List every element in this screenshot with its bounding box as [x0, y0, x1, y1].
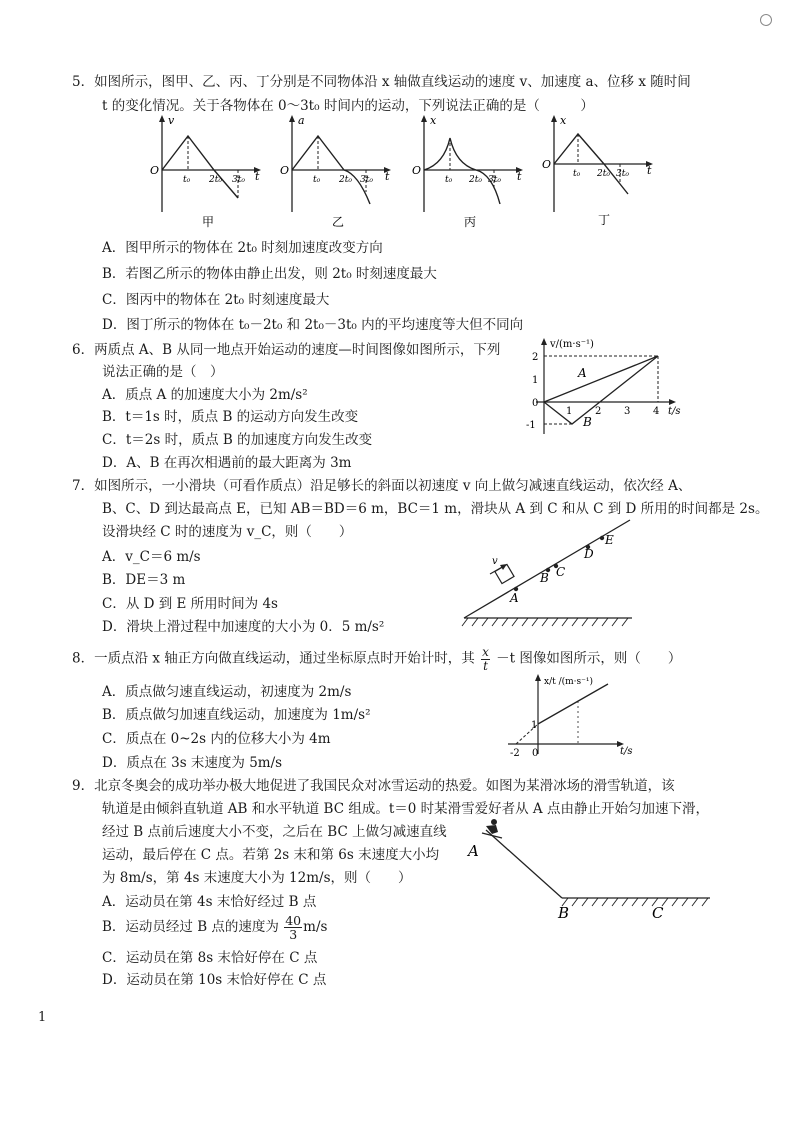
q9-option-b-fraction: $\frac{40}{3}$	[285, 913, 302, 943]
svg-text:2: 2	[595, 406, 602, 417]
svg-text:t: t	[255, 170, 260, 183]
q8-ylabel: x/t /(m·s⁻¹)	[544, 677, 594, 687]
q9-ski-track	[462, 816, 722, 926]
graph-yi	[280, 114, 391, 229]
q5-option-d: D．图丁所示的物体在 t₀－2t₀ 和 2t₀－3t₀ 内的平均速度等大但不同向	[102, 317, 524, 333]
q7-option-c: C．从 D 到 E 所用时间为 4s	[102, 596, 278, 612]
svg-text:C: C	[652, 904, 664, 922]
q9-stem-line1: 9．北京冬奥会的成功举办极大地促进了我国民众对冰雪运动的热爱。如图为某滑冰场的滑雪轨道，该	[72, 778, 675, 794]
svg-text:O: O	[280, 164, 290, 177]
svg-text:A: A	[510, 591, 519, 605]
svg-text:2t₀: 2t₀	[339, 175, 352, 185]
svg-text:0: 0	[532, 398, 539, 409]
svg-text:O: O	[542, 158, 552, 171]
svg-text:t₀: t₀	[573, 169, 581, 179]
svg-text:3t₀: 3t₀	[616, 169, 629, 179]
svg-text:-2: -2	[510, 748, 520, 759]
q7-velocity-label: v	[492, 556, 498, 567]
skier-icon	[482, 819, 502, 838]
svg-text:O: O	[150, 164, 160, 177]
graph-jia-caption: 甲	[202, 215, 215, 229]
graph-ding-ylabel: x	[560, 114, 567, 127]
svg-text:1: 1	[532, 375, 539, 386]
q9-stem-line3: 经过 B 点前后速度大小不变，之后在 BC 上做匀减速直线	[102, 824, 447, 840]
svg-text:t₀: t₀	[183, 175, 191, 185]
q7-stem-line3: 设滑块经 C 时的速度为 v_C，则（ ）	[102, 524, 353, 540]
graph-jia	[150, 114, 261, 229]
page-number: 1	[38, 1010, 47, 1025]
svg-text:B: B	[558, 904, 570, 922]
graph-yi-ylabel: a	[298, 114, 305, 127]
q7-stem-line1: 7．如图所示，一小滑块（可看作质点）沿足够长的斜面以初速度 v 向上做匀减速直线运动，依次经 A、	[72, 478, 692, 494]
q9-option-c: C．运动员在第 8s 末恰好停在 C 点	[102, 950, 318, 966]
q6-label-a: A	[578, 366, 587, 380]
q8-xlabel: t/s	[620, 746, 633, 757]
q7-stem-line2: B、C、D 到达最高点 E，已知 AB＝BD＝6 m，BC＝1 m，滑块从 A 到 C 和从 C 到 D 所用的时间都是 2s。	[102, 501, 769, 517]
q7-slope-diagram	[460, 514, 640, 630]
graph-yi-caption: 乙	[332, 215, 345, 229]
graph-bing-ylabel: x	[430, 114, 437, 127]
svg-text:t₀: t₀	[445, 175, 453, 185]
q5-option-b: B．若图乙所示的物体由静止出发，则 2t₀ 时刻速度最大	[102, 266, 437, 282]
q6-stem-line2: 说法正确的是（ ）	[102, 364, 224, 380]
scan-mark	[760, 14, 772, 26]
q8-xt-graph	[500, 670, 650, 766]
q6-xlabel: t/s	[668, 406, 681, 417]
q8-option-b: B．质点做匀加速直线运动，加速度为 1m/s²	[102, 707, 371, 723]
q9-stem-line2: 轨道是由倾斜直轨道 AB 和水平轨道 BC 组成。t＝0 时某滑雪爱好者从 A 点由静止开始匀加速下滑，	[102, 801, 709, 817]
q9-option-a: A．运动员在第 4s 末恰好经过 B 点	[102, 894, 317, 910]
q6-ylabel: v/(m·s⁻¹)	[550, 339, 594, 350]
q9-stem-line5: 为 8m/s，第 4s 末速度大小为 12m/s，则（ ）	[102, 870, 412, 886]
svg-text:-1: -1	[526, 420, 536, 431]
svg-text:C: C	[556, 565, 566, 579]
q6-option-a: A．质点 A 的加速度大小为 2m/s²	[102, 387, 308, 403]
q7-option-b: B．DE＝3 m	[102, 572, 186, 588]
q8-option-c: C．质点在 0~2s 内的位移大小为 4m	[102, 731, 331, 747]
svg-text:2t₀: 2t₀	[209, 175, 222, 185]
q5-stem-line2: t 的变化情况。关于各物体在 0～3t₀ 时间内的运动，下列说法正确的是（ ）	[102, 98, 594, 114]
q5-stem-line1: 5．如图所示，图甲、乙、丙、丁分别是不同物体沿 x 轴做直线运动的速度 v、加速度 a、位移 x 随时间	[72, 74, 691, 90]
svg-text:E: E	[605, 533, 614, 547]
svg-text:t: t	[517, 170, 522, 183]
graph-bing	[412, 114, 523, 229]
q6-vt-graph	[520, 334, 700, 440]
q5-graphs	[150, 112, 660, 230]
svg-text:3t₀: 3t₀	[488, 175, 501, 185]
svg-text:t: t	[385, 170, 390, 183]
q7-option-d: D．滑块上滑过程中加速度的大小为 0．5 m/s²	[102, 619, 385, 635]
svg-text:4: 4	[653, 406, 660, 417]
q9-option-b: B．运动员经过 B 点的速度为 $\frac{40}{3}$ m/s	[102, 913, 328, 943]
svg-text:B: B	[540, 571, 549, 585]
svg-text:t: t	[647, 164, 652, 177]
svg-text:0: 0	[532, 748, 539, 759]
graph-ding	[542, 114, 653, 227]
svg-text:t₀: t₀	[313, 175, 321, 185]
q6-option-b: B．t＝1s 时，质点 B 的运动方向发生改变	[102, 409, 359, 425]
svg-text:1: 1	[531, 720, 538, 731]
q6-option-d: D．A、B 在再次相遇前的最大距离为 3m	[102, 455, 352, 471]
q6-option-c: C．t＝2s 时，质点 B 的加速度方向发生改变	[102, 432, 373, 448]
graph-bing-caption: 丙	[464, 215, 477, 229]
q8-option-a: A．质点做匀速直线运动，初速度为 2m/s	[102, 684, 352, 700]
q8-option-d: D．质点在 3s 末速度为 5m/s	[102, 755, 283, 771]
q9-stem-line4: 运动，最后停在 C 点。若第 2s 末和第 6s 末速度大小均	[102, 847, 440, 863]
svg-text:2t₀: 2t₀	[597, 169, 610, 179]
svg-text:3t₀: 3t₀	[360, 175, 373, 185]
svg-text:2t₀: 2t₀	[469, 175, 482, 185]
graph-ding-caption: 丁	[598, 213, 611, 227]
q7-option-a: A．v_C＝6 m/s	[102, 549, 201, 565]
svg-text:O: O	[412, 164, 422, 177]
svg-text:A: A	[468, 842, 479, 860]
q5-option-c: C．图丙中的物体在 2t₀ 时刻速度最大	[102, 292, 330, 308]
svg-text:1: 1	[566, 406, 573, 417]
q6-stem-line1: 6．两质点 A、B 从同一地点开始运动的速度—时间图像如图所示，下列	[72, 342, 501, 358]
svg-text:D: D	[584, 547, 594, 561]
q9-option-d: D．运动员在第 10s 末恰好停在 C 点	[102, 972, 327, 988]
svg-text:2: 2	[532, 352, 539, 363]
graph-jia-ylabel: v	[168, 114, 175, 127]
svg-text:3: 3	[624, 406, 631, 417]
q8-stem-line1: 8．一质点沿 x 轴正方向做直线运动，通过坐标原点时开始计时，其 $\frac{x}{t}$ －t 图像如图所示，则（ ）	[72, 645, 682, 673]
q5-option-a: A．图甲所示的物体在 2t₀ 时刻加速度改变方向	[102, 240, 383, 256]
svg-text:3t₀: 3t₀	[232, 175, 245, 185]
q6-label-b: B	[583, 415, 592, 429]
q8-fraction: $\frac{x}{t}$	[482, 645, 489, 673]
